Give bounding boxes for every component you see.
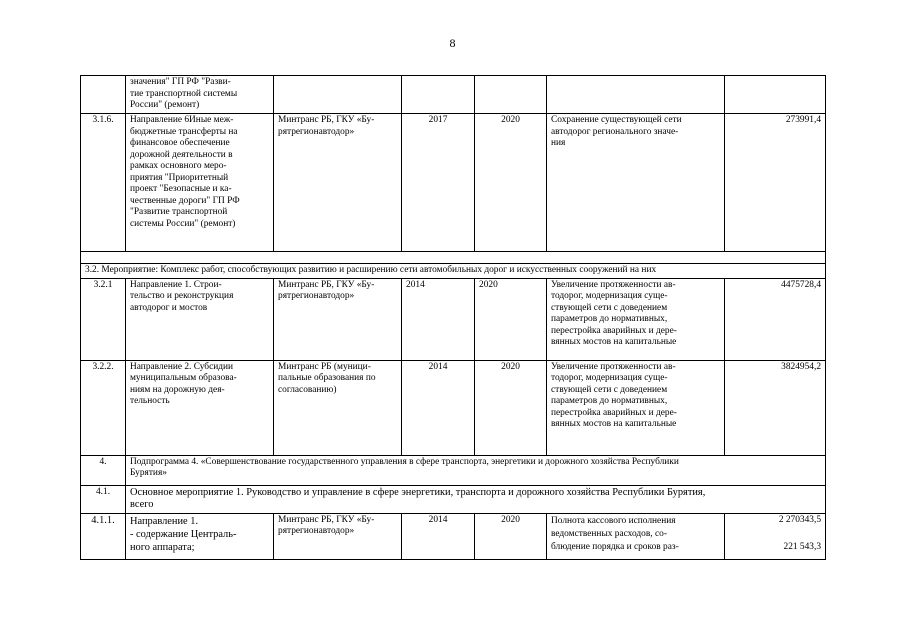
amount-central-apparatus: 221 543,3 <box>783 542 821 552</box>
end-year-cell: 2020 <box>475 114 547 252</box>
end-year-cell: 2020 <box>475 278 547 360</box>
section-header-cell: 3.2. Мероприятие: Комплекс работ, способствующих развитию и расширению сети автомобильных дорог и искусственных сооружений на них <box>81 264 826 279</box>
result-cell: Увеличение протяженности ав- тодорог, модернизация суще- ствующей сети с доведением параметров до нормативных, перестройка аварийных и дере- вянных мостов на капитальные <box>547 360 725 455</box>
table-row <box>81 513 826 559</box>
table-row <box>81 360 826 455</box>
table-row <box>81 455 826 485</box>
start-year-cell: 2014 <box>402 360 475 455</box>
executor-cell <box>274 76 402 114</box>
amount-cell <box>725 76 826 114</box>
subprogram-cell: Подпрограмма 4. «Совершенствование государственного управления в сфере транспорта, энергетики и дорожного хозяйства Республики Бурятия» <box>126 455 826 485</box>
direction-name-cell: Направление 2. Субсидии муниципальным образова- ниям на дорожную дея- тельность <box>126 360 274 455</box>
row-number-cell: 3.2.1 <box>81 278 126 360</box>
row-number-cell <box>81 76 126 114</box>
amount-cell: 273991,4 <box>725 114 826 252</box>
start-year-cell: 2014 <box>402 513 475 559</box>
result-cell <box>547 76 725 114</box>
result-cell: Полнота кассового исполнения ведомственных расходов, со- блюдение порядка и сроков раз- <box>547 513 725 559</box>
end-year-cell: 2020 <box>475 513 547 559</box>
end-year-cell <box>475 76 547 114</box>
table-row <box>81 76 826 114</box>
program-table <box>80 75 826 560</box>
table-row <box>81 278 826 360</box>
start-year-cell <box>402 76 475 114</box>
table-row <box>81 264 826 279</box>
page-number: 8 <box>449 36 456 50</box>
direction-name-cell: Направление 6Иные меж- бюджетные трансферты на финансовое обеспечение дорожной деятельности в рамках основного меро- приятия "Приоритетный проект "Безопасные и ка- чественные дороги" ГП РФ "Развитие транспортной системы России" (ремонт) <box>126 114 274 252</box>
end-year-cell: 2020 <box>475 360 547 455</box>
executor-cell: Минтранс РБ (муници- пальные образования по согласованию) <box>274 360 402 455</box>
result-cell: Сохранение существующей сети автодорог регионального значе- ния <box>547 114 725 252</box>
amount-cell <box>725 513 826 559</box>
row-number-cell: 4.1. <box>81 485 126 513</box>
table-row <box>81 485 826 513</box>
table-row <box>81 252 826 264</box>
direction-name-cell: Направление 1. - содержание Централь- ного аппарата; <box>126 513 274 559</box>
start-year-cell: 2017 <box>402 114 475 252</box>
row-number-cell: 4. <box>81 455 126 485</box>
amount-cell: 3824954,2 <box>725 360 826 455</box>
amount-cell: 4475728,4 <box>725 278 826 360</box>
executor-cell: Минтранс РБ, ГКУ «Бу- рятрегионавтодор» <box>274 114 402 252</box>
row-number-cell: 3.1.6. <box>81 114 126 252</box>
direction-name-cell: значения" ГП РФ "Разви- тие транспортной системы России" (ремонт) <box>126 76 274 114</box>
result-cell: Увеличение протяженности ав- тодорог, модернизация суще- ствующей сети с доведением параметров до нормативных, перестройка аварийных и дере- вянных мостов на капитальные <box>547 278 725 360</box>
row-number-cell: 4.1.1. <box>81 513 126 559</box>
table-row <box>81 114 826 252</box>
executor-cell: Минтранс РБ, ГКУ «Бу- рятрегионавтодор» <box>274 278 402 360</box>
row-number-cell: 3.2.2. <box>81 360 126 455</box>
main-activity-cell: Основное мероприятие 1. Руководство и управление в сфере энергетики, транспорта и дорожного хозяйства Республики Бурятия, всего <box>126 485 826 513</box>
executor-cell: Минтранс РБ, ГКУ «Бу- рятрегионавтодор» <box>274 513 402 559</box>
amount-total: 2 270343,5 <box>778 514 821 525</box>
start-year-cell: 2014 <box>402 278 475 360</box>
empty-row-cell <box>81 252 826 264</box>
direction-name-cell: Направление 1. Строи- тельство и реконструкция автодорог и мостов <box>126 278 274 360</box>
